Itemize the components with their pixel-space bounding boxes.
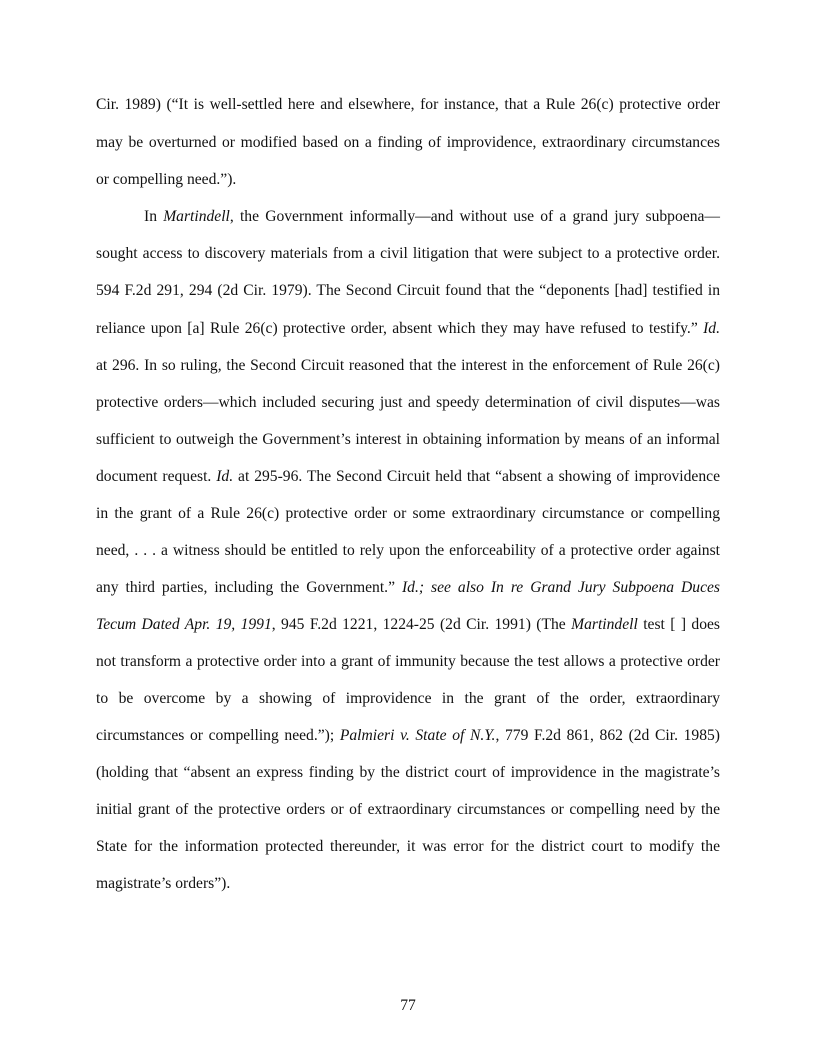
text-line: Tecum Dated Apr. 19, 1991, 945 F.2d 1221, 1224-25 (2d Cir. 1991) (The Martindell test [ ] does	[96, 616, 720, 633]
case-name: Palmieri v. State of N.Y.	[339, 727, 496, 744]
text-line: to be overcome by a showing of improvidence in the grant of the order, extraordinary	[96, 690, 720, 707]
text-line: protective orders—which included securing just and speedy determination of civil disputes—was	[96, 394, 720, 411]
text-line: 594 F.2d 291, 294 (2d Cir. 1979). The Second Circuit found that the “deponents [had] testified in	[96, 282, 720, 299]
text-line: State for the information protected thereunder, it was error for the district court to modify the	[96, 838, 720, 855]
text-line: Cir. 1989) (“It is well-settled here and elsewhere, for instance, that a Rule 26(c) protective order	[96, 96, 720, 113]
text-line: not transform a protective order into a grant of immunity because the test allows a protective order	[96, 653, 720, 670]
text-line: may be overturned or modified based on a finding of improvidence, extraordinary circumstances	[96, 134, 720, 151]
text-line: initial grant of the protective orders or of extraordinary circumstances or compelling need by the	[96, 801, 720, 818]
case-name: Tecum Dated Apr. 19, 1991	[96, 616, 272, 633]
text-line: reliance upon [a] Rule 26(c) protective order, absent which they may have refused to testify.” Id.	[96, 320, 720, 337]
text-line: at 296. In so ruling, the Second Circuit reasoned that the interest in the enforcement of Rule 26(c)	[96, 357, 720, 374]
text-line: circumstances or compelling need.”); Palmieri v. State of N.Y., 779 F.2d 861, 862 (2d Cir. 1985)	[96, 727, 720, 744]
text-line: magistrate’s orders”).	[96, 875, 231, 892]
citation-id: Id.	[216, 468, 234, 485]
case-name: Id.; see also In re Grand Jury Subpoena Duces	[401, 579, 720, 596]
text-line: need, . . . a witness should be entitled to rely upon the enforceability of a protective order against	[96, 542, 720, 559]
text-line: any third parties, including the Government.” Id.; see also In re Grand Jury Subpoena Duces	[96, 579, 720, 596]
text-line: sufficient to outweigh the Government’s interest in obtaining information by means of an informal	[96, 431, 720, 448]
text-line: or compelling need.”).	[96, 171, 237, 188]
text-line: in the grant of a Rule 26(c) protective order or some extraordinary circumstance or compelling	[96, 505, 720, 522]
page-number: 77	[400, 997, 416, 1014]
text-line: In Martindell, the Government informally—and without use of a grand jury subpoena—	[144, 208, 721, 225]
case-name: Martindell	[571, 616, 638, 633]
case-name: Martindell	[163, 208, 230, 225]
text-line: document request. Id. at 295-96. The Second Circuit held that “absent a showing of improvidence	[96, 468, 720, 485]
text-line: sought access to discovery materials from a civil litigation that were subject to a protective order.	[96, 245, 720, 262]
citation-id: Id.	[703, 320, 720, 337]
text-line: (holding that “absent an express finding by the district court of improvidence in the magistrate’s	[96, 764, 720, 781]
